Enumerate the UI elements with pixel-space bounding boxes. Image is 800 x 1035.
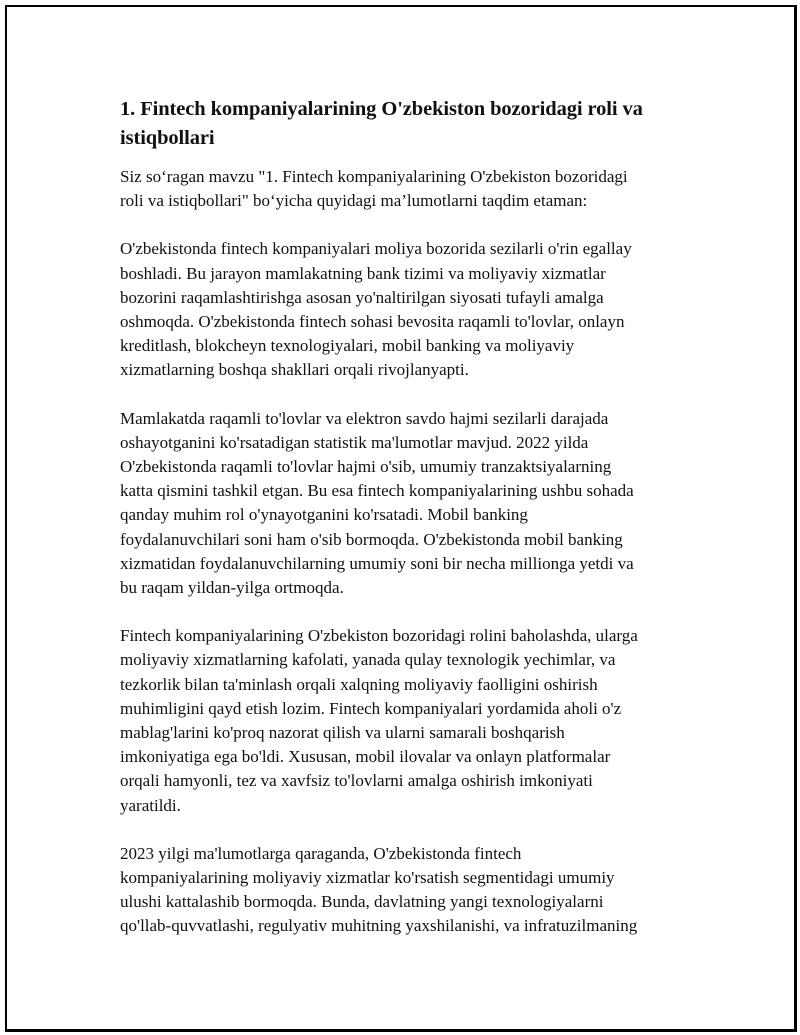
document-body [120,95,688,939]
body-paragraph-2: Mamlakatda raqamli to'lovlar va elektron savdo hajmi sezilarli darajada oshayotganini ko'rsatadigan statistik ma'lumotlar mavjud. 2022 yilda O'zbekistonda raqamli to'lovlar hajmi o'sib, umumiy tranzaktsiyalarning katta qismini tashkil etgan. Bu esa fintech kompaniyalarining ushbu sohada qanday muhim rol o'ynayotganini ko'rsatadi. Mobil banking foydalanuvchilari soni ham o'sib bormoqda. O'zbekistonda mobil banking xizmatidan foydalanuvchilarning umumiy soni bir necha millionga yetdi va bu raqam yildan-yilga ortmoqda. [120,408,634,598]
intro-paragraph: Siz so‘ragan mavzu "1. Fintech kompaniyalarining O'zbekiston bozoridagi roli va istiqbollari" bo‘yicha quyidagi ma’lumotlarni taqdim etaman: [120,167,628,211]
document-page [5,5,797,1032]
body-paragraph-3: Fintech kompaniyalarining O'zbekiston bozoridagi rolini baholashda, ularga moliyaviy xizmatlarning kafolati, yanada qulay texnologik yechimlar, va tezkorlik bilan ta'minlash orqali xalqning moliyaviy faolligini oshirish muhimligini qayd etish lozim. Fintech kompaniyalari yordamida aholi o'z mablag'larini ko'proq nazorat qilish va ularni samarali boshqarish imkoniyatiga ega bo'ldi. Xususan, mobil ilovalar va onlayn platformalar orqali hamyonli, tez va xavfsiz to'lovlarni amalga oshirish imkoniyati yaratildi. [120,626,638,815]
document-heading: 1. Fintech kompaniyalarining O'zbekiston bozoridagi roli va istiqbollari [120,98,643,149]
body-paragraph-4: 2023 yilgi ma'lumotlarga qaraganda, O'zbekistonda fintech kompaniyalarining moliyaviy xizmatlar ko'rsatish segmentidagi umumiy ulushi kattalashib bormoqda. Bunda, davlatning yangi texnologiyalarni qo'llab-quvvatlashi, regulyativ muhitning yaxshilanishi, va infratuzilmaning [120,843,638,936]
body-paragraph-1: O'zbekistonda fintech kompaniyalari moliya bozorida sezilarli o'rin egallay boshladi. Bu jarayon mamlakatning bank tizimi va moliyaviy xizmatlar bozorini raqamlashtirishga asosan yo'naltirilgan siyosati tufayli amalga oshmoqda. O'zbekistonda fintech sohasi bevosita raqamli to'lovlar, onlayn kreditlash, blokcheyn texnologiyalari, mobil banking va moliyaviy xizmatlarning boshqa shakllari orqali rivojlanyapti. [120,239,632,380]
